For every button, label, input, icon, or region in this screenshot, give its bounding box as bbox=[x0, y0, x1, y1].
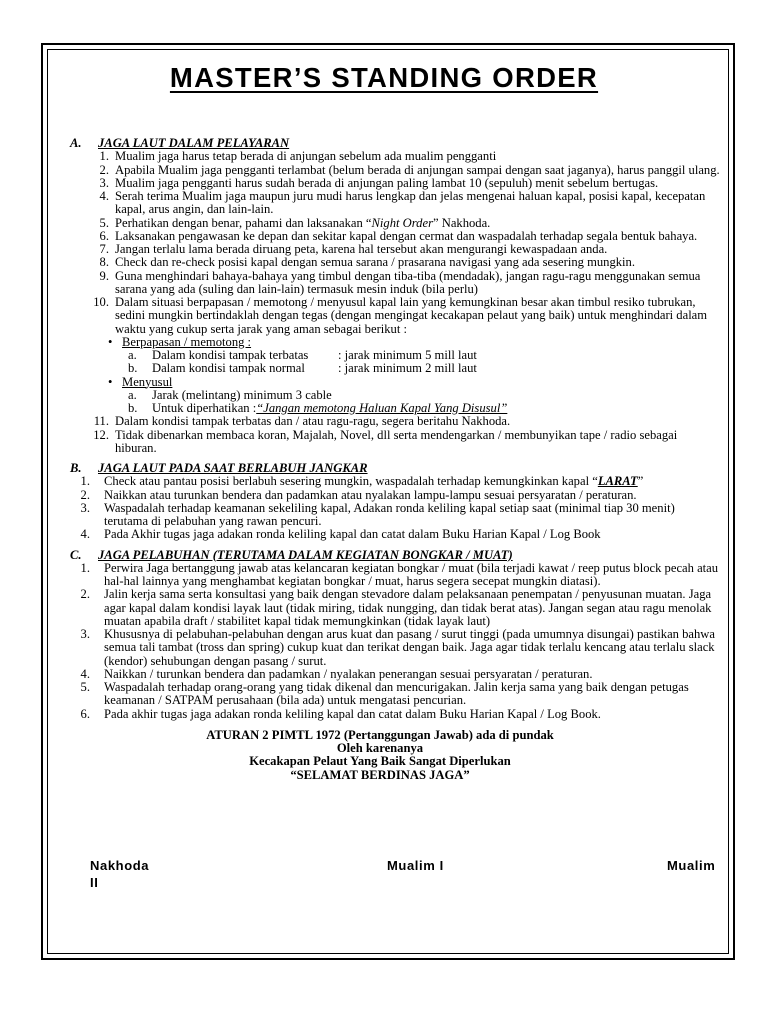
list-item: 3. Mualim jaga pengganti harus sudah berada di anjungan paling lambat 10 (sepuluh) menit sebelum bertugas. bbox=[99, 175, 659, 190]
signature-mualim: Mualim bbox=[667, 858, 716, 873]
section-b-heading: B. JAGA LAUT PADA SAAT BERLABUH JANGKAR bbox=[70, 461, 368, 475]
list-item: 3. Waspadalah terhadap keamanan sekeliling kapal, Adakan ronda keliling kapal setiap saat (minimal tiap 30 menit) terutama di pelabuhan yang rawan pencuri. bbox=[80, 500, 675, 528]
section-a-heading: A. JAGA LAUT DALAM PELAYARAN bbox=[70, 136, 290, 150]
bullet-menyusul: • Menyusul bbox=[108, 374, 173, 389]
list-item: b. Untuk diperhatikan : “Jangan memotong Haluan Kapal Yang Disusul” bbox=[128, 401, 508, 415]
section-c-heading: C. JAGA PELABUHAN (TERUTAMA DALAM KEGIATAN BONGKAR / MUAT) bbox=[70, 547, 513, 562]
list-item: 6. Laksanakan pengawasan ke depan dan sekitar kapal dengan cermat dan waspadalah terhadap segala bentuk bahaya. bbox=[99, 228, 698, 243]
list-item: 2. Naikkan atau turunkan bendera dan padamkan atau nyalakan lampu-lampu sesuai persyaratan / peraturan. bbox=[80, 487, 637, 502]
document-body bbox=[70, 137, 720, 782]
list-item: 4. Pada Akhir tugas jaga adakan ronda keliling kapal dan catat dalam Buku Harian Kapal / Log Book bbox=[80, 527, 601, 542]
signature-mualim-ii-wrap: II bbox=[90, 875, 99, 890]
list-item: 6. Pada akhir tugas jaga adakan ronda keliling kapal dan catat dalam Buku Harian Kapal / Log Book. bbox=[80, 706, 601, 721]
page-title: MASTER’S STANDING ORDER bbox=[169, 62, 599, 93]
list-item: 1. Mualim jaga harus tetap berada di anjungan sebelum ada mualim pengganti bbox=[99, 149, 497, 164]
list-item: a. Jarak (melintang) minimum 3 cable bbox=[128, 387, 332, 402]
list-item: 5. Perhatikan dengan benar, pahami dan laksanakan “Night Order” Nakhoda. bbox=[99, 215, 491, 230]
list-item: b. Dalam kondisi tampak normal : jarak minimum 2 mill laut bbox=[128, 361, 477, 376]
list-item: 5. Waspadalah terhadap orang-orang yang tidak dikenal dan mencurigakan. Jalin kerja sama yang baik dengan petugas keamanan / SATPAM perusahaan (bila ada) untuk mengatasi pencurian. bbox=[80, 680, 689, 708]
list-item: 9. Guna menghindari bahaya-bahaya yang timbul dengan tiba-tiba (mendadak), jangan ragu-ragu menggunakan semua sarana yang ada (suling dan lain-lain) termasuk mesin induk (bila perlu) bbox=[99, 268, 701, 296]
list-item: a. Dalam kondisi tampak terbatas : jarak minimum 5 mill laut bbox=[128, 348, 477, 362]
list-item: 1. Perwira Jaga bertanggung jawab atas kelancaran kegiatan bongkar / muat (bila terjadi kawat / reep putus block pecah atau hal-hal lainnya yang menghambat kegiatan bongkar / muat, harus segera secepat mungkin diatasi). bbox=[80, 560, 719, 588]
list-item: 4. Naikkan / turunkan bendera dan padamkan / nyalakan penerangan sesuai persyaratan / peraturan. bbox=[80, 666, 593, 681]
list-item: 2. Jalin kerja sama serta konsultasi yang baik dengan stevadore dalam pelaksanaan penempatan / penyusunan muatan. Jaga agar kapal dalam kondisi layak laut (tidak miring, tidak nungging, dan tidak berat atas). Jangan segan atau ragu menolak muatan apabila draft / stabilitet kapal tidak memungkinkan (tidak layak laut) bbox=[80, 587, 712, 628]
list-item: 10. Dalam situasi berpapasan / memotong / menyusul kapal lain yang kemungkinan besar akan timbul resiko tubrukan, sedini mungkin bertindaklah dengan tegas (dengan mengingat kecakapan pelaut yang baik) untuk menghindari dalam waktu yang cukup serta jarak yang aman sebagai berikut : bbox=[93, 295, 708, 336]
list-item: 11. Dalam kondisi tampak terbatas dan / atau ragu-ragu, segera beritahu Nakhoda. bbox=[93, 414, 511, 429]
closing-statement: ATURAN 2 PIMTL 1972 (Pertanggungan Jawab) ada di pundak Oleh karenanya Kecakapan Pelaut Yang Baik Sangat Diperlukan “SELAMAT BERDINAS JAGA” bbox=[206, 727, 554, 782]
bullet-icon: • bbox=[108, 374, 113, 389]
bullet-icon: • bbox=[108, 334, 113, 349]
list-item: 7. Jangan terlalu lama berada diruang peta, karena hal tersebut akan mengurangi kewaspadaan anda. bbox=[99, 242, 608, 256]
list-item: 8. Check dan re-check posisi kapal dengan semua sarana / prasarana navigasi yang ada sesering mungkin. bbox=[99, 255, 636, 270]
list-item: 3. Khususnya di pelabuhan-pelabuhan dengan arus kuat dan pasang / surut tinggi (pada umumnya disungai) pastikan bahwa semua tali tambat (tross dan spring) cukup kuat dan terikat dengan baik. Jaga agar tidak terlalu kencang atau terlalu slack (kendor) sehubungan dengan pasang / surut. bbox=[80, 627, 715, 668]
signature-mualim-i: Mualim I bbox=[387, 858, 444, 873]
list-item: 1. Check atau pantau posisi berlabuh sesering mungkin, waspadalah terhadap kemungkinkan kapal “LARAT” bbox=[80, 474, 644, 489]
list-item: 4. Serah terima Mualim jaga maupun juru mudi harus lengkap dan jelas mengenai haluan kapal, posisi kapal, kecepatan kapal, arus angin, dan lain-lain. bbox=[99, 189, 706, 217]
signature-nakhoda: Nakhoda II bbox=[90, 858, 150, 890]
bullet-berpapasan: • Berpapasan / memotong : bbox=[108, 334, 252, 349]
list-item: 12. Tidak dibenarkan membaca koran, Majalah, Novel, dll serta mendengarkan / membunyikan tape / radio sebagai hiburan. bbox=[93, 427, 678, 455]
list-item: 2. Apabila Mualim jaga pengganti terlambat (belum berada di anjungan sampai dengan saat jaganya), harus panggil ulang. bbox=[99, 162, 720, 177]
